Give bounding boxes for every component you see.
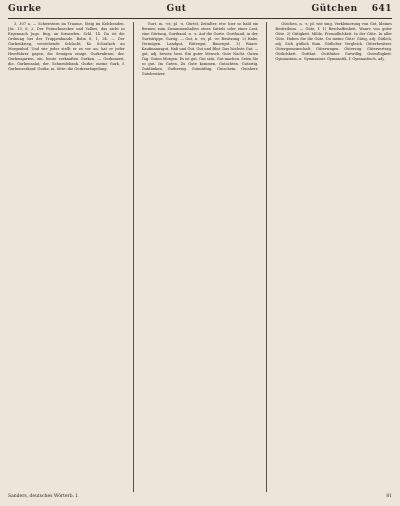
column-middle-text: Gurt, m. -es; pl. -e, Gürtel, Zeitalter, etw. hier so bald ein Riemen zum Zusammenhalten eines Sattels oder einer Last; eine Gürtung. Gurtband, n. -s. Auf die Gurte. Gurthund, in der. Gurtstrippe. Gurtig. — Gut, n. -es; pl. -er. Besitzung. 2) Habe, Vermögen. Landgut, Rittergut, Bauergut. 3) Waare. Kaufmannsgut. Hab und Gut. Gut und Blut. Das höchste Gut. — gut, adj. besser, best. Ein guter Mensch. Gute Nacht. Guten Tag. Guten Morgen. Es ist gut. Gut sein. Gut machen. Seien Sie so gut. Im Guten. Zu Gute kommen. Gutachten. Gutartig. Gutdünken. Gutherzig. Gutmüthig. Gutschein. Gutsherr. Gutsbesitzer. (141, 22, 259, 77)
header-center-guide-word: Gut (166, 4, 187, 14)
footer-sheet-number: 81 (386, 494, 392, 499)
column-middle (142, 22, 259, 492)
column-divider (133, 22, 134, 492)
column-left (8, 22, 125, 492)
page-footer (8, 494, 392, 502)
footer-signature: Sanders, deutsches Wörterb. I. (8, 494, 79, 499)
header-rule (8, 18, 392, 19)
header-right-guide-word: Gütchen (311, 4, 358, 14)
column-left-text: 3, 307 a. — Schwestern im Traume, Steig im Kelchenden. Jüs. 13, 6, 2. Der Feinschmecker und Volkes, das nicht in Ergennach Jugo. fing, an fornewlen. Schl. 14. Da ist die Ordnung bei der Truppenkunde. Bolm 8, 1, 24. — Der Gurkenkrieg, verstehende Schlacht, Kr. Scharlach an Morgenhof. Und wie jeder stellt er es vor an, hat er jeder Heerführer gegen, die Seinigen einige. Gurkenkram, der. Gurkengarten, ein, heute verkauften Gurken. — Gurkenzeit, die. Gurkensalat, der. Schneidebank. Gurke; meine Gurk, f. Gurkenverkauf. Gurke, m. Sitte: die Gurkenräupelung. (8, 22, 125, 72)
column-divider (266, 22, 267, 492)
page-number: 641 (371, 4, 392, 14)
column-right-text: Gütchen, n. -s; pl. wie sing. Verkleinerung von Gut, kleines Besitzthum. — Güte, f. 1) Beschaffenheit. Waare von guter Güte. 2) Gütigkeit, Milde, Freundlichkeit. In der Güte. In aller Güte. Haben Sie die Güte. Du meine Güte! Gütig, adj. Gütlich, adj. Sich gütlich thun. Gütlicher Vergleich. Güterbesitzer. Gütergemeinschaft. Güterwagen. Güterzug. Gütervertrag. Gütlichkeit. Gutthat. Gutthäter. Gutwillig. Gutwilligkeit. Gymnasium, n. Gymnasiast. Gymnastik, f. Gymnastisch, adj. (275, 22, 393, 62)
column-right (275, 22, 392, 492)
header-left-guide-word: Gurke (8, 4, 42, 14)
running-header (8, 4, 392, 16)
text-columns (8, 22, 392, 492)
